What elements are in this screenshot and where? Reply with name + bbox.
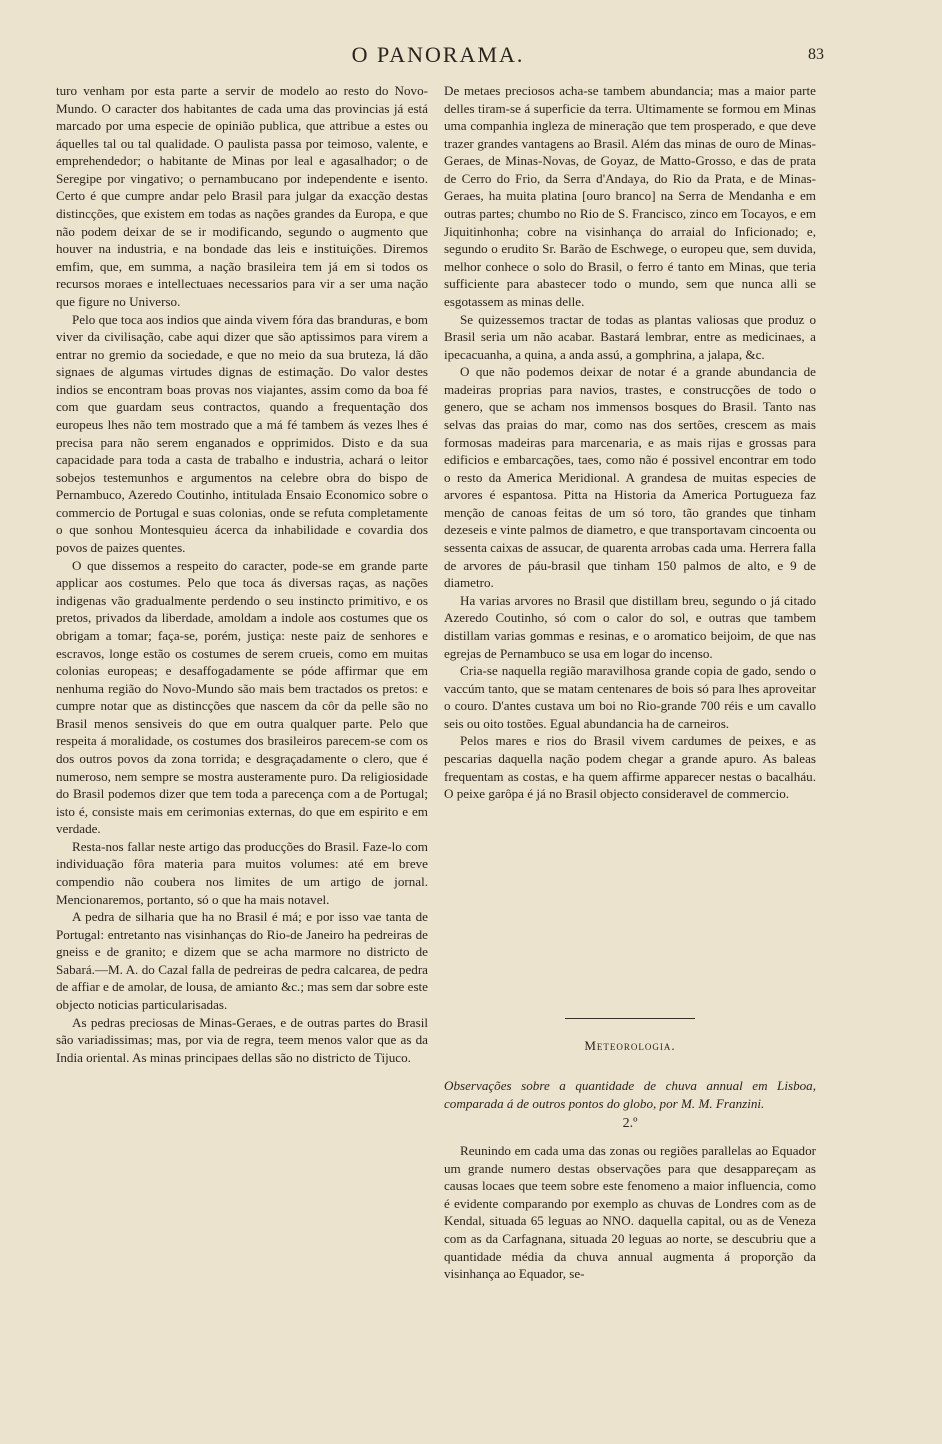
paragraph: O que não podemos deixar de notar é a grande abundancia de madeiras proprias para navios, trastes, e construcções de todo o genero, que se acham nos immensos bosques do Brasil. Tanto nas selvas das praias do mar, como nas dos sertões, crescem as mais formosas madeiras para marcenaria, e as mais rijas e grossas para edificios e embarcações, taes, como não é possivel encontrar em todo o resto da America Meridional. A grandesa de muitas especies de arvores é espantosa. Pitta na Historia da America Portugueza faz menção de canoas feitas de um só toro, tão grandes que tinham dezeseis e vinte palmos de diametro, e que transportavam cincoenta ou sessenta caixas de assucar, de quarenta arrobas cada uma. Herrera falla de arvores de páu-brasil que tinham 150 palmos de alto, e 9 de diametro.	[444, 364, 816, 591]
paragraph: As pedras preciosas de Minas-Geraes, e de outras partes do Brasil são variadissimas; mas, por via de regra, teem menos valor que as da India oriental. As minas principaes dellas são no districto de Tijuco.	[56, 1014, 428, 1065]
paragraph: O que dissemos a respeito do caracter, pode-se em grande parte applicar aos costumes. Pelo que toca ás diversas raças, as nações indigenas vão gradualmente perdendo o seu instincto primitivo, e os pretos, privados da liberdade, amoldam a indole aos costumes que os obrigam a tomar; faça-se, porém, justiça: neste paiz de senhores e escravos, longe estão os costumes de serem crueis, como em muitas colonias europeas; e desaffogadamente se póde affirmar que em nenhuma região do Novo-Mundo são mais bem tractados os pretos: e cumpre notar que as distincções que nascem da côr da pelle são no Brasil menos sensiveis do que em outra qualquer parte. Pelo que respeita á moralidade, os costumes dos brasileiros parecem-se com os dos outros povos da zona torrida; e desgraçadamente o clero, que é numeroso, nem sempre se mostra austeramente puro. Da religiosidade do Brasil podemos dizer que tem toda a parecença com a de Portugal; isto é, consiste mais em cerimonias externas, do que em espirito e em verdade.	[56, 557, 428, 837]
paragraph: Ha varias arvores no Brasil que distillam breu, segundo o já citado Azeredo Coutinho, só com o calor do sol, e outras que tambem distillam varias gommas e resinas, e o aromatico beijoim, de que nas egrejas de Pernambuco se usa em logar do incenso.	[444, 592, 816, 661]
section-heading: Meteorologia.	[584, 1038, 676, 1053]
left-column	[56, 82, 428, 1066]
paragraph: Resta-nos fallar neste artigo das producções do Brasil. Faze-lo com individuação fôra materia para muitos volumes: até em breve compendio não coubera nos limites de um artigo de jornal. Mencionaremos, portanto, só o que ha mais notavel.	[56, 838, 428, 907]
paragraph: Pelo que toca aos indios que ainda vivem fóra das branduras, e bom viver da civilisação, cabe aqui dizer que são aptissimos para virem a entrar no gremio da sociedade, e que no meio da sua bruteza, lá dão signaes de algumas virtudes dignas de estimação. Do valor destes indios se encontram boas provas nos viajantes, assim como da boa fé com que guardam seus contractos, quando a frequentação dos europeus lhes não tem mostrado que a má fé tambem ás vezes lhes é precisa para não serem enganados e opprimidos. Disto e da sua capacidade para toda a casta de trabalho e industria, achará o leitor sobejos testemunhos e argumentos na celebre obra do bispo de Pernambuco, Azeredo Coutinho, intitulada Ensaio Economico sobre o commercio de Portugal e suas colonias, onde se refuta completamente o que sonhou Montesquieu ácerca da inhabilidade e covardia dos povos de paizes quentes.	[56, 311, 428, 556]
paragraph: Pelos mares e rios do Brasil vivem cardumes de peixes, e as pescarias daquella nação podem chegar a grande apuro. As baleas frequentam as costas, e ha quem affirme apparecer nestas o bacalháu. O peixe garôpa é já no Brasil objecto consideravel de commercio.	[444, 733, 816, 802]
meteorology-section	[444, 1037, 816, 1283]
right-column	[444, 82, 816, 1283]
paragraph: A pedra de silharia que ha no Brasil é má; e por isso vae tanta de Portugal: entretanto nas visinhanças do Rio-de Janeiro ha pedreiras de gneiss e de granito; e dizem que se acha marmore no districto de Sabará.—M. A. do Cazal falla de pedreiras de pedra calcarea, de pedra de affiar e de amolar, de lousa, de amianto &c.; mas sem dar sobre este objecto noticias particularisadas.	[56, 909, 428, 1013]
running-title: O PANORAMA.	[351, 42, 525, 67]
article-title: Observações sobre a quantidade de chuva annual em Lisboa, comparada á de outros pontos do globo, por M. M. Franzini.	[444, 1077, 816, 1111]
page-header	[52, 42, 824, 70]
paragraph: Se quizessemos tractar de todas as plantas valiosas que produz o Brasil seria um não acabar. Bastará lembrar, entre as medicinaes, a ipecacuanha, a quina, a anda assú, a gomphrina, a jalapa, &c.	[444, 311, 816, 362]
paragraph: De metaes preciosos acha-se tambem abundancia; mas a maior parte delles tiram-se á superficie da terra. Ultimamente se formou em Minas uma companhia ingleza de mineração que tem prosperado, e que deve trazer grandes vantagens ao Brasil. Além das minas de ouro de Minas-Geraes, de Minas-Novas, de Goyaz, de Matto-Grosso, e das de prata de Cerro do Frio, da Serra d'Andaya, do Rio da Prata, e de Minas-Geraes, ha muita platina [ouro branco] na Serra de Mendanha e em outras partes; chumbo no Rio de S. Francisco, zinco em Tocayos, e em Jiquitinhonha; cobre na visinhança do arraial do Inficionado; e, segundo o erudito Sr. Barão de Eschwege, o europeu que, sem duvida, melhor conhece o solo do Brasil, o ferro é tanto em Minas, que teria sufficiente para abastecer todo o mundo, sem que nunca alli se esgotassem as minas delle.	[444, 83, 816, 309]
section-divider	[565, 1018, 695, 1019]
right-column-text	[444, 82, 816, 1008]
article-number: 2.º	[622, 1115, 638, 1131]
paragraph: Cria-se naquella região maravilhosa grande copia de gado, sendo o vaccúm tanto, que se matam centenares de bois só para lhes aproveitar o couro. D'antes custava um boi no Rio-grande 700 réis e um cavallo seis ou oito tostões. Egual abundancia ha de carneiros.	[444, 663, 816, 731]
page-number: 83	[808, 46, 824, 63]
paragraph: turo venham por esta parte a servir de modelo ao resto do Novo-Mundo. O caracter dos habitantes de cada uma das provincias já está marcado por uma especie de opinião publica, que attribue a estes ou áquelles tal ou tal qualidade. O paulista passa por teimoso, valente, e emprehendedor; o habitante de Minas por leal e agasalhador; o de Seregipe por vingativo; o pernambucano por independente e isento. Certo é que cumpre andar pelo Brasil para julgar da exacção destas distincções, que existem em todas as nações grandes da Europa, e que não podem deixar de se ir modificando, segundo o augmento que houver na industria, e na bondade das leis e instituições. Diremos emfim, que, em summa, a nação brasileira tem já em si todos os recursos moraes e intellectuaes necessarios para vir a ser uma nação que figure no Universo.	[56, 83, 428, 309]
paragraph: Reunindo em cada uma das zonas ou regiões parallelas ao Equador um grande numero destas observações para que desappareçam as causas locaes que teem sobre este fenomeno a maior influencia, como é evidente comparando por exemplo as chuvas de Londres com as de Kendal, situada 65 leguas ao NNO. daquella capital, ou as de Veneza com as da Carfagnana, situada 20 leguas ao norte, se descubriu que a quantidade média da chuva annual augmenta á proporção da visinhança ao Equador, se-	[444, 1143, 816, 1282]
